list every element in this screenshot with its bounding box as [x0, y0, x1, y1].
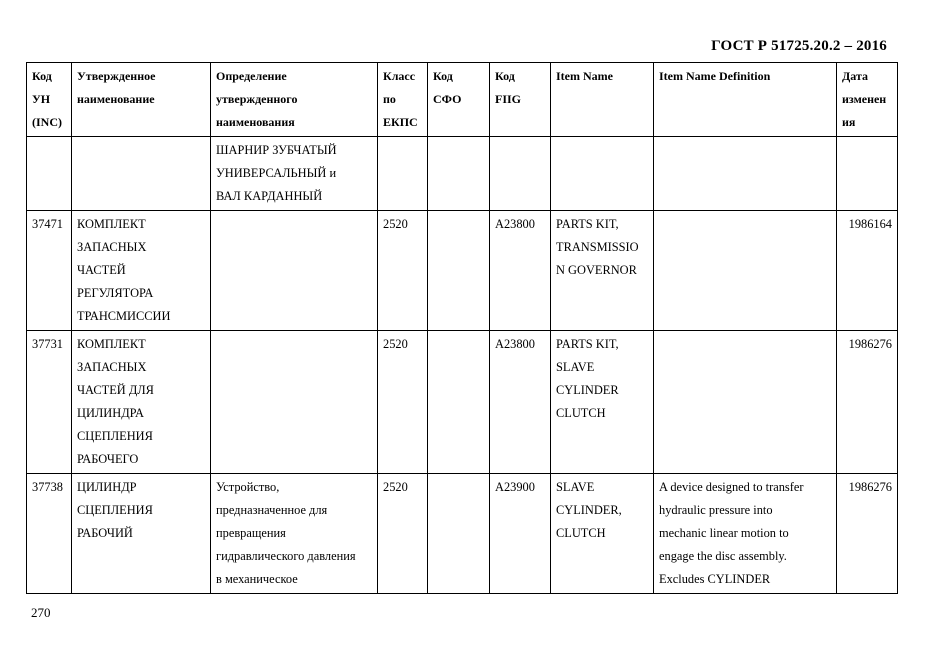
- cell-ekps-class: 2520: [378, 211, 428, 331]
- cell-approved-name: [72, 137, 211, 211]
- cell-fiig-code: A23900: [490, 474, 551, 594]
- cell-change-date: 1986276: [837, 331, 898, 474]
- cell-approved-name: КОМПЛЕКТ ЗАПАСНЫХ ЧАСТЕЙ РЕГУЛЯТОРА ТРАНСМИССИИ: [72, 211, 211, 331]
- table-row: [27, 474, 898, 594]
- cell-fiig-code: A23800: [490, 211, 551, 331]
- cell-item-name: SLAVE CYLINDER, CLUTCH: [551, 474, 654, 594]
- table-row: [27, 137, 898, 211]
- catalog-table: [26, 62, 898, 594]
- table-row: [27, 331, 898, 474]
- cell-fiig-code: [490, 137, 551, 211]
- cell-inc: [27, 137, 72, 211]
- cell-fiig-code: A23800: [490, 331, 551, 474]
- cell-change-date: 1986276: [837, 474, 898, 594]
- col-header-approved-name: Утвержденное наименование: [72, 63, 211, 137]
- cell-sfo-code: [428, 474, 490, 594]
- col-header-ekps-class: Класс по ЕКПС: [378, 63, 428, 137]
- cell-definition: Устройство, предназначенное для превращения гидравлического давления в механическое: [211, 474, 378, 594]
- cell-item-name-definition: [654, 331, 837, 474]
- cell-approved-name: КОМПЛЕКТ ЗАПАСНЫХ ЧАСТЕЙ ДЛЯ ЦИЛИНДРА СЦЕПЛЕНИЯ РАБОЧЕГО: [72, 331, 211, 474]
- table-header-row: [27, 63, 898, 137]
- cell-ekps-class: 2520: [378, 474, 428, 594]
- col-header-inc: Код УН (INC): [27, 63, 72, 137]
- cell-item-name-definition: [654, 137, 837, 211]
- cell-item-name-definition: [654, 211, 837, 331]
- document-standard-title: ГОСТ Р 51725.20.2 – 2016: [711, 38, 887, 54]
- cell-sfo-code: [428, 137, 490, 211]
- cell-sfo-code: [428, 331, 490, 474]
- col-header-change-date: Дата изменен ия: [837, 63, 898, 137]
- page-number: 270: [31, 605, 51, 620]
- cell-inc: 37738: [27, 474, 72, 594]
- cell-item-name: PARTS KIT, SLAVE CYLINDER CLUTCH: [551, 331, 654, 474]
- col-header-item-name: Item Name: [551, 63, 654, 137]
- cell-approved-name: ЦИЛИНДР СЦЕПЛЕНИЯ РАБОЧИЙ: [72, 474, 211, 594]
- col-header-sfo-code: Код СФО: [428, 63, 490, 137]
- cell-item-name-definition: A device designed to transfer hydraulic pressure into mechanic linear motion to engage the disc assembly. Excludes CYLINDER: [654, 474, 837, 594]
- cell-ekps-class: [378, 137, 428, 211]
- cell-ekps-class: 2520: [378, 331, 428, 474]
- cell-definition: ШАРНИР ЗУБЧАТЫЙ УНИВЕРСАЛЬНЫЙ и ВАЛ КАРДАННЫЙ: [211, 137, 378, 211]
- cell-sfo-code: [428, 211, 490, 331]
- cell-definition: [211, 211, 378, 331]
- cell-item-name: PARTS KIT, TRANSMISSIO N GOVERNOR: [551, 211, 654, 331]
- cell-change-date: 1986164: [837, 211, 898, 331]
- cell-inc: 37731: [27, 331, 72, 474]
- cell-item-name: [551, 137, 654, 211]
- cell-definition: [211, 331, 378, 474]
- table-row: [27, 211, 898, 331]
- cell-inc: 37471: [27, 211, 72, 331]
- col-header-definition: Определение утвержденного наименования: [211, 63, 378, 137]
- col-header-fiig-code: Код FIIG: [490, 63, 551, 137]
- cell-change-date: [837, 137, 898, 211]
- col-header-item-name-definition: Item Name Definition: [654, 63, 837, 137]
